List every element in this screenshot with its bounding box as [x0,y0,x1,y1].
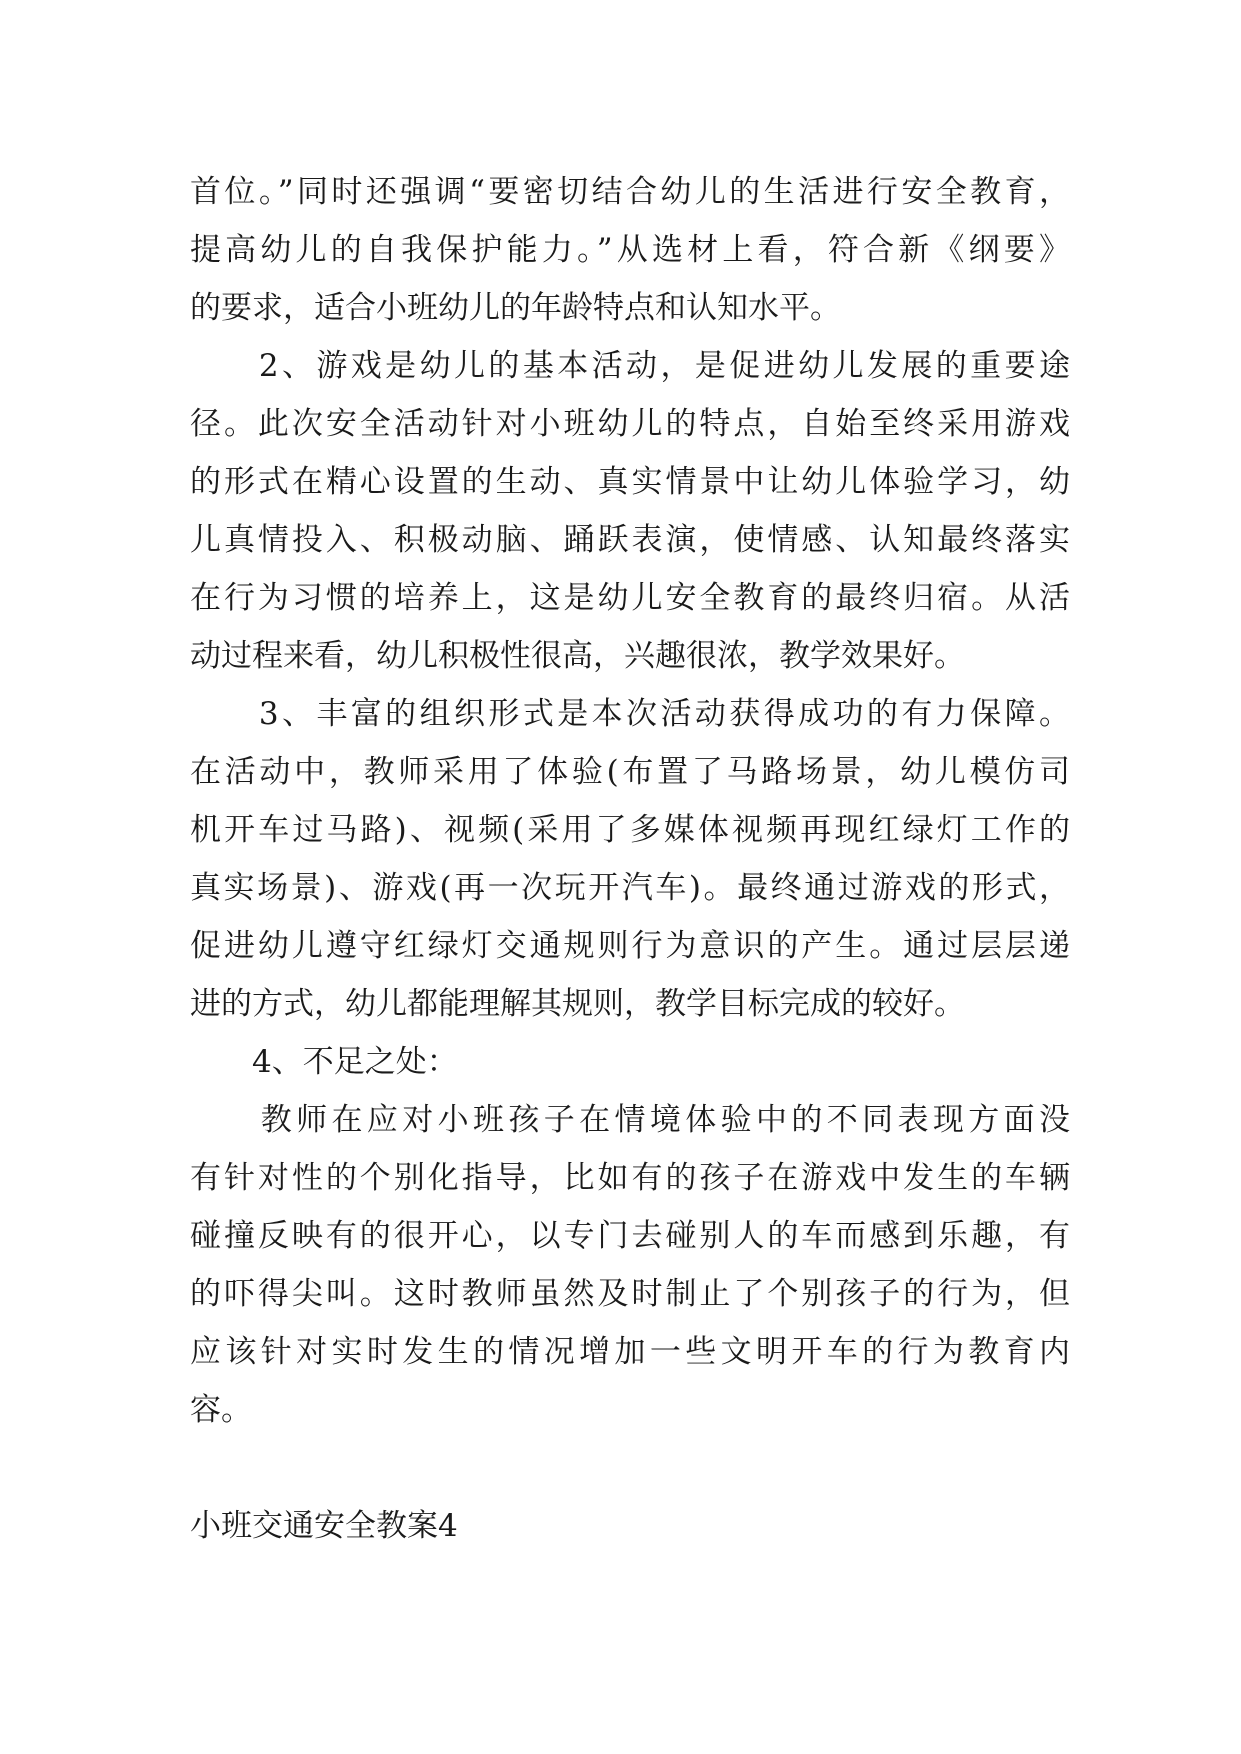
paragraph-line: 机开车过马路)、视频(采用了多媒体视频再现红绿灯工作的 [190,812,1070,848]
paragraph-line: 提高幼儿的自我保护能力。”从选材上看，符合新《纲要》 [190,232,1070,268]
paragraph-line: 径。此次安全活动针对小班幼儿的特点，自始至终采用游戏 [190,406,1070,442]
paragraph-line: 应该针对实时发生的情况增加一些文明开车的行为教育内 [190,1334,1070,1370]
paragraph-line: 的吓得尖叫。这时教师虽然及时制止了个别孩子的行为，但 [190,1276,1070,1312]
paragraph-line: 有针对性的个别化指导，比如有的孩子在游戏中发生的车辆 [190,1160,1070,1196]
paragraph-line: 教师在应对小班孩子在情境体验中的不同表现方面没 [190,1102,1070,1138]
paragraph-line: 3、丰富的组织形式是本次活动获得成功的有力保障。 [190,696,1070,732]
paragraph-line: 的要求，适合小班幼儿的年龄特点和认知水平。 [190,290,841,326]
paragraph-line: 在行为习惯的培养上，这是幼儿安全教育的最终归宿。从活 [190,580,1070,616]
section-heading: 小班交通安全教案4 [190,1508,458,1544]
paragraph-line: 动过程来看，幼儿积极性很高，兴趣很浓，教学效果好。 [190,638,965,674]
paragraph-line: 促进幼儿遵守红绿灯交通规则行为意识的产生。通过层层递 [190,928,1070,964]
paragraph-line: 容。 [190,1392,252,1428]
paragraph-line: 真实场景)、游戏(再一次玩开汽车)。最终通过游戏的形式， [190,870,1070,906]
paragraph-line: 儿真情投入、积极动脑、踊跃表演，使情感、认知最终落实 [190,522,1070,558]
paragraph-line: 在活动中，教师采用了体验(布置了马路场景，幼儿模仿司 [190,754,1070,790]
paragraph-line: 首位。”同时还强调“要密切结合幼儿的生活进行安全教育， [190,174,1070,210]
paragraph-line: 碰撞反映有的很开心，以专门去碰别人的车而感到乐趣，有 [190,1218,1070,1254]
paragraph-line: 进的方式，幼儿都能理解其规则，教学目标完成的较好。 [190,986,965,1022]
paragraph-line: 的形式在精心设置的生动、真实情景中让幼儿体验学习，幼 [190,464,1070,500]
paragraph-line: 4、不足之处： [190,1044,458,1080]
paragraph-line: 2、游戏是幼儿的基本活动，是促进幼儿发展的重要途 [190,348,1070,384]
